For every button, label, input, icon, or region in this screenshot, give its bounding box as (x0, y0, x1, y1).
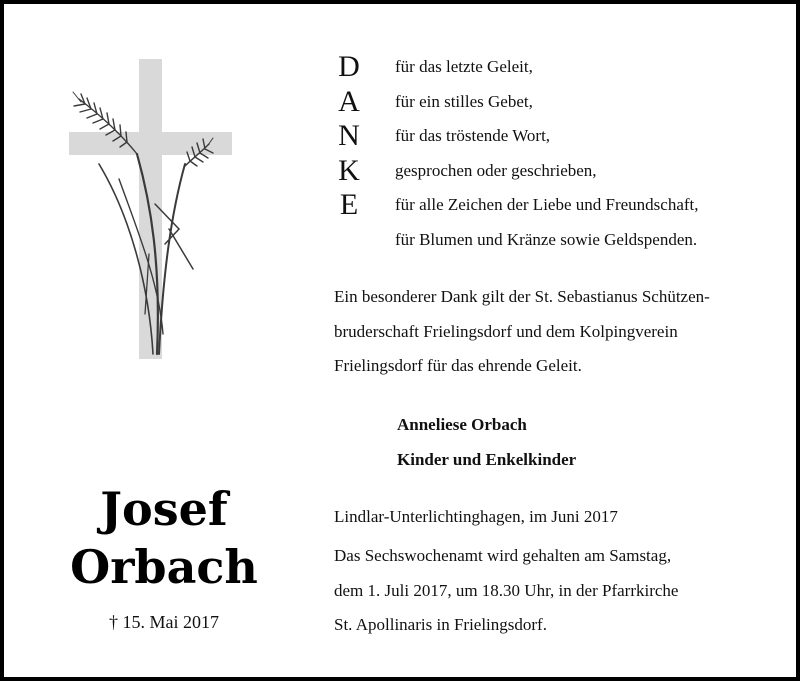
special-thanks-line: Frielingsdorf für das ehrende Geleit. (334, 356, 582, 375)
danke-letter: K (338, 153, 360, 187)
danke-letter: D (338, 50, 360, 83)
signer-name: Kinder und Enkelkinder (397, 449, 577, 469)
service-notice-line: St. Apollinaris in Frielingsdorf. (334, 615, 547, 634)
deceased-last-name: Orbach (70, 540, 258, 594)
danke-letter: E (339, 188, 359, 221)
special-thanks-line: bruderschaft Frielingsdorf und dem Kolpingverein (334, 321, 678, 341)
danke-line: für alle Zeichen der Liebe und Freundschaft, (395, 195, 699, 214)
cross-wheat-illustration (59, 54, 249, 374)
danke-letter: A (338, 84, 360, 118)
special-thanks-line: Ein besonderer Dank gilt der St. Sebastianus Schützen- (334, 287, 710, 306)
danke-line: für das tröstende Wort, (395, 126, 551, 145)
service-notice (334, 539, 678, 643)
danke-vertical-word (334, 50, 364, 223)
danke-letter: N (338, 119, 360, 152)
place-date: Lindlar-Unterlichtinghagen, im Juni 2017 (334, 507, 618, 526)
service-notice-line: dem 1. Juli 2017, um 18.30 Uhr, in der Pfarrkirche (334, 580, 679, 600)
danke-line: für ein stilles Gebet, (395, 91, 533, 111)
danke-lines (395, 50, 795, 257)
deceased-first-name: Josef (100, 482, 228, 536)
service-notice-line: Das Sechswochenamt wird gehalten am Samstag, (334, 546, 672, 565)
danke-line: gesprochen oder geschrieben, (395, 160, 597, 180)
danke-line: für Blumen und Kränze sowie Geldspenden. (395, 229, 698, 249)
death-date: † 15. Mai 2017 (109, 612, 219, 632)
special-thanks-paragraph (334, 280, 794, 384)
signer-name: Anneliese Orbach (397, 415, 527, 434)
danke-line: für das letzte Geleit, (395, 57, 533, 76)
signers (397, 408, 576, 477)
